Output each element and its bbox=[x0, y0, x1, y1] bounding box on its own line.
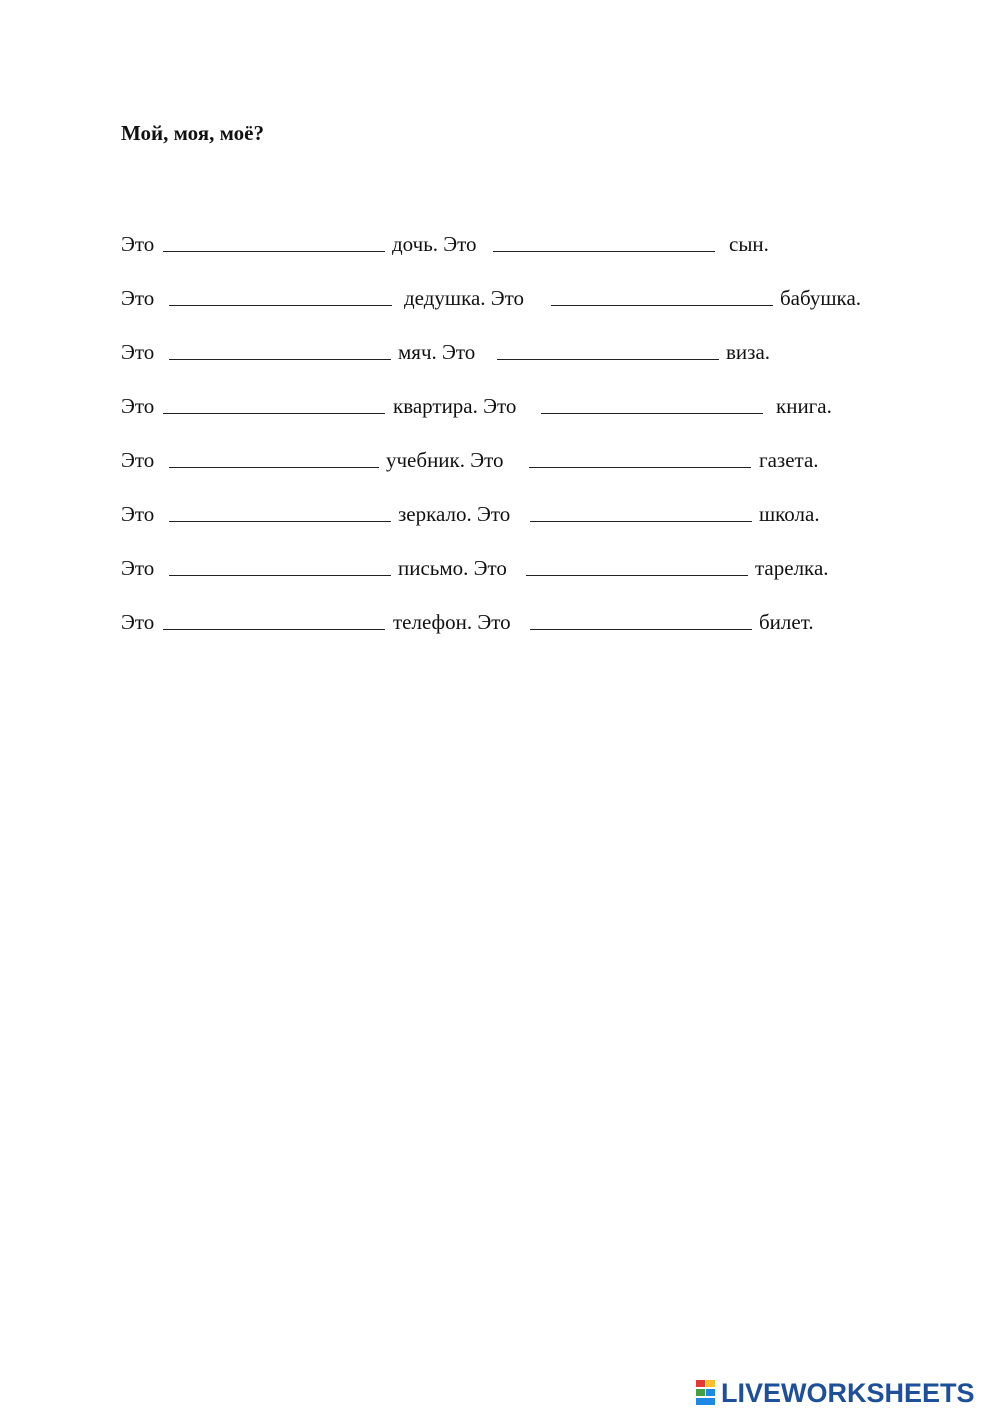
answer-blank[interactable] bbox=[163, 607, 385, 630]
logo-block-green bbox=[696, 1389, 705, 1396]
exercise-row bbox=[0, 553, 1000, 583]
exercise-row bbox=[0, 229, 1000, 259]
row-noun-2: бабушка. bbox=[780, 286, 862, 310]
exercise-row bbox=[0, 607, 1000, 637]
answer-blank[interactable] bbox=[169, 337, 391, 360]
row-noun-1: телефон. Это bbox=[393, 610, 511, 634]
answer-blank[interactable] bbox=[530, 499, 752, 522]
row-start-word: Это bbox=[121, 556, 155, 580]
exercise-row bbox=[0, 499, 1000, 529]
answer-blank[interactable] bbox=[493, 229, 715, 252]
logo-text: LIVEWORKSHEETS bbox=[721, 1377, 975, 1408]
answer-blank[interactable] bbox=[163, 229, 385, 252]
answer-blank[interactable] bbox=[530, 607, 752, 630]
answer-blank[interactable] bbox=[551, 283, 773, 306]
row-noun-1: дочь. Это bbox=[392, 232, 477, 256]
row-noun-1: письмо. Это bbox=[398, 556, 507, 580]
row-start-word: Это bbox=[121, 232, 155, 256]
row-noun-1: учебник. Это bbox=[386, 448, 504, 472]
answer-blank[interactable] bbox=[169, 283, 392, 306]
row-start-word: Это bbox=[121, 448, 155, 472]
row-start-word: Это bbox=[121, 502, 155, 526]
row-noun-2: тарелка. bbox=[755, 556, 829, 580]
logo-block-blue bbox=[706, 1389, 715, 1396]
exercise-row bbox=[0, 337, 1000, 367]
row-start-word: Это bbox=[121, 340, 155, 364]
answer-blank[interactable] bbox=[169, 553, 391, 576]
row-start-word: Это bbox=[121, 610, 155, 634]
logo-block-red bbox=[696, 1380, 705, 1387]
answer-blank[interactable] bbox=[163, 391, 385, 414]
answer-blank[interactable] bbox=[529, 445, 751, 468]
row-noun-2: газета. bbox=[759, 448, 819, 472]
row-noun-2: билет. bbox=[759, 610, 814, 634]
exercise-row bbox=[0, 283, 1000, 313]
answer-blank[interactable] bbox=[169, 445, 379, 468]
row-start-word: Это bbox=[121, 394, 155, 418]
exercise-row bbox=[0, 445, 1000, 475]
answer-blank[interactable] bbox=[169, 499, 391, 522]
liveworksheets-logo[interactable] bbox=[696, 1378, 975, 1408]
worksheet-title: Мой, моя, моё? bbox=[121, 121, 264, 145]
row-noun-1: зеркало. Это bbox=[398, 502, 511, 526]
row-noun-1: мяч. Это bbox=[398, 340, 476, 364]
answer-blank[interactable] bbox=[497, 337, 719, 360]
row-start-word: Это bbox=[121, 286, 155, 310]
row-noun-2: виза. bbox=[726, 340, 771, 364]
logo-block-yellow bbox=[706, 1380, 715, 1387]
row-noun-1: дедушка. Это bbox=[404, 286, 525, 310]
row-noun-2: книга. bbox=[776, 394, 832, 418]
logo-block-base bbox=[696, 1398, 715, 1405]
answer-blank[interactable] bbox=[526, 553, 748, 576]
row-noun-2: сын. bbox=[729, 232, 769, 256]
answer-blank[interactable] bbox=[541, 391, 763, 414]
logo-blocks-icon bbox=[696, 1380, 718, 1406]
row-noun-1: квартира. Это bbox=[393, 394, 517, 418]
row-noun-2: школа. bbox=[759, 502, 820, 526]
exercise-row bbox=[0, 391, 1000, 421]
